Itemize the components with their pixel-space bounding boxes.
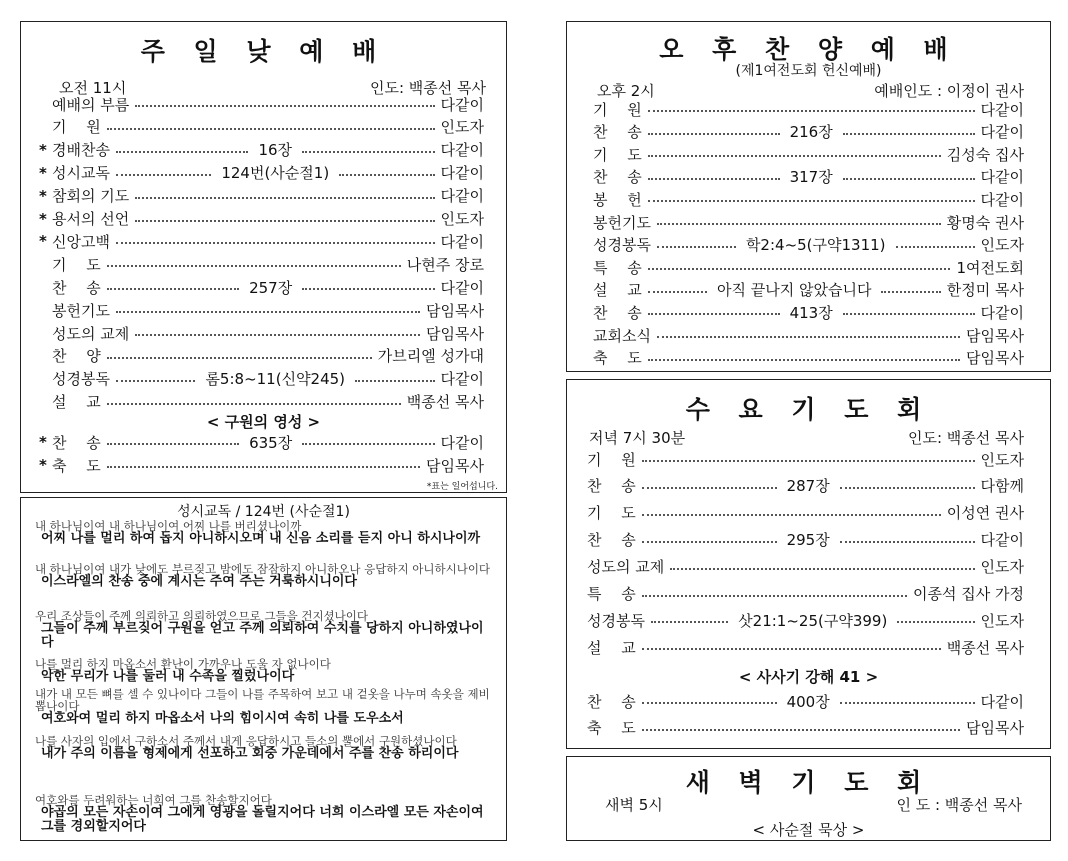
order-label: 성경봉독 bbox=[52, 370, 110, 389]
order-label: 찬 송 bbox=[587, 477, 636, 496]
leader-line: 내가 내 모든 뼈를 셀 수 있나이다 그들이 나를 주목하여 보고 내 겉옷을 나누며 속옷을 제비 뽑나이다 bbox=[35, 687, 490, 713]
order-person: 인도자 bbox=[440, 118, 484, 137]
order-detail: 216장 bbox=[789, 123, 833, 142]
order-label: 성경봉독 bbox=[587, 611, 645, 630]
dot-leader bbox=[657, 336, 960, 338]
order-label: 기 도 bbox=[593, 145, 642, 164]
dot-leader bbox=[107, 403, 401, 405]
leader-line: 나를 멀리 하지 마옵소서 환난이 가까우나 도울 자 없나이다 bbox=[35, 657, 331, 671]
order-row bbox=[587, 609, 1024, 631]
order-row bbox=[587, 717, 1024, 739]
wednesday-time: 저녁 7시 30분 bbox=[589, 429, 686, 447]
order-person: 다같이 bbox=[980, 692, 1025, 711]
dawn-leader: 인 도 : 백종선 목사 bbox=[896, 796, 1022, 814]
sunday-leader: 인도: 백종선 목사 bbox=[369, 79, 486, 97]
dot-leader bbox=[135, 197, 434, 199]
order-label: 예배의 부름 bbox=[52, 95, 130, 114]
congregation-line: 야곱의 모든 자손이여 그에게 영광을 돌릴지어다 너희 이스라엘 모든 자손이여 그를 경외할지어다 bbox=[41, 805, 484, 834]
standing-mark: * bbox=[39, 433, 47, 451]
psalm-verse bbox=[35, 735, 496, 761]
dawn-title: 새 벽 기 도 회 bbox=[685, 768, 932, 797]
congregation-line: 내가 주의 이름을 형제에게 선포하고 회중 가운데에서 주를 찬송 하리이다 bbox=[41, 746, 459, 761]
order-label: 축 도 bbox=[52, 456, 101, 475]
dot-leader bbox=[302, 151, 434, 153]
order-row bbox=[593, 188, 1024, 210]
order-label: 용서의 선언 bbox=[52, 210, 130, 228]
dot-leader bbox=[648, 133, 780, 135]
afternoon-service-box bbox=[566, 21, 1051, 372]
order-person: 다같이 bbox=[980, 303, 1025, 322]
order-label: 특 송 bbox=[593, 258, 642, 277]
order-person: 다같이 bbox=[440, 370, 484, 389]
order-person: 다같이 bbox=[440, 278, 485, 297]
order-person: 백종선 목사 bbox=[946, 638, 1024, 657]
order-person: 다같이 bbox=[440, 232, 484, 251]
leader-line: 우리 조상들이 주께 의뢰하고 의뢰하였으므로 그들을 건지셨나이다 bbox=[35, 609, 368, 623]
order-row bbox=[39, 253, 484, 275]
dot-leader bbox=[840, 487, 975, 489]
order-person: 담임목사 bbox=[966, 719, 1024, 737]
dot-leader bbox=[135, 105, 434, 107]
order-detail: 287장 bbox=[786, 477, 830, 496]
sunday-time: 오전 11시 bbox=[59, 79, 127, 97]
psalm-verse bbox=[35, 610, 496, 650]
dot-leader bbox=[642, 487, 777, 489]
dot-leader bbox=[843, 313, 975, 315]
dot-leader bbox=[107, 128, 435, 130]
order-row bbox=[39, 391, 484, 413]
dot-leader bbox=[116, 242, 435, 244]
dot-leader bbox=[648, 268, 951, 270]
dot-leader bbox=[657, 246, 736, 248]
dot-leader bbox=[339, 174, 434, 176]
order-label: 성도의 교제 bbox=[587, 558, 665, 577]
order-label: 찬 송 bbox=[593, 123, 642, 142]
dot-leader bbox=[355, 380, 434, 382]
standing-mark: * bbox=[39, 232, 47, 251]
order-person: 백종선 목사 bbox=[406, 393, 484, 412]
dot-leader bbox=[642, 729, 960, 731]
standing-mark: * bbox=[39, 163, 47, 182]
order-label: 설 교 bbox=[593, 281, 642, 300]
order-row bbox=[587, 636, 1024, 658]
sunday-title: 주 일 낮 예 배 bbox=[140, 37, 387, 66]
dot-leader bbox=[897, 621, 974, 623]
sunday-service-box bbox=[20, 21, 507, 493]
dot-leader bbox=[107, 288, 239, 290]
psalm-box bbox=[20, 497, 507, 841]
order-person: 이종석 집사 가정 bbox=[913, 585, 1024, 603]
dot-leader bbox=[648, 155, 941, 157]
order-label: 경배찬송 bbox=[52, 141, 110, 160]
dot-leader bbox=[302, 288, 434, 290]
order-row bbox=[593, 301, 1024, 323]
order-person: 인도자 bbox=[980, 611, 1025, 630]
order-row bbox=[593, 256, 1024, 278]
order-label: 기 원 bbox=[587, 450, 636, 469]
order-person: 다같이 bbox=[980, 100, 1024, 119]
sunday-sermon-title: < 구원의 영성 > bbox=[206, 413, 321, 431]
order-row bbox=[587, 690, 1024, 712]
congregation-line: 악한 무리가 나를 둘러 내 수족을 찔렀나이다 bbox=[41, 669, 295, 684]
wednesday-title: 수 요 기 도 회 bbox=[685, 395, 932, 424]
dot-leader bbox=[642, 702, 777, 704]
order-row bbox=[39, 230, 484, 252]
order-label: 성경봉독 bbox=[593, 236, 651, 255]
dot-leader bbox=[107, 443, 239, 445]
afternoon-title: 오 후 찬 양 예 배 bbox=[659, 35, 958, 64]
order-row bbox=[39, 185, 484, 207]
dot-leader bbox=[648, 178, 780, 180]
dot-leader bbox=[107, 466, 420, 468]
order-label: 기 도 bbox=[52, 255, 101, 274]
dot-leader bbox=[642, 648, 941, 650]
order-label: 성도의 교제 bbox=[52, 324, 130, 343]
dot-leader bbox=[896, 246, 975, 248]
dot-leader bbox=[135, 220, 434, 222]
standing-mark: * bbox=[39, 456, 47, 474]
order-row bbox=[593, 166, 1024, 188]
order-detail: 257장 bbox=[249, 278, 293, 297]
wednesday-sermon-title: < 사사기 강해 41 > bbox=[738, 668, 879, 686]
order-detail: 삿21:1~25(구약399) bbox=[738, 611, 888, 630]
standing-mark: * bbox=[39, 209, 47, 228]
order-label: 참회의 기도 bbox=[52, 187, 130, 206]
dot-leader bbox=[670, 568, 974, 570]
psalm-verse bbox=[35, 794, 496, 834]
order-row bbox=[587, 583, 1024, 605]
order-detail: 아직 끝나지 않았습니다 bbox=[717, 281, 872, 300]
order-row bbox=[593, 347, 1024, 369]
afternoon-time: 오후 2시 bbox=[597, 82, 655, 100]
order-row bbox=[39, 431, 484, 453]
order-label: 찬 양 bbox=[52, 347, 101, 366]
order-label: 성시교독 bbox=[52, 164, 110, 183]
psalm-verse bbox=[35, 658, 496, 684]
dot-leader bbox=[642, 514, 941, 516]
dot-leader bbox=[107, 265, 401, 267]
order-row bbox=[593, 211, 1024, 233]
order-row bbox=[593, 121, 1024, 143]
order-row bbox=[593, 234, 1024, 256]
order-label: 찬 송 bbox=[593, 168, 642, 187]
order-person: 다같이 bbox=[980, 190, 1024, 209]
order-person: 다같이 bbox=[980, 168, 1025, 187]
order-label: 설 교 bbox=[587, 638, 636, 657]
congregation-line: 여호와여 멀리 하지 마옵소서 나의 힘이시여 속히 나를 도우소서 bbox=[41, 711, 404, 726]
order-person: 다함께 bbox=[980, 477, 1025, 496]
order-person: 김성숙 집사 bbox=[946, 145, 1024, 164]
afternoon-leader: 예배인도 : 이정이 권사 bbox=[874, 82, 1024, 100]
dot-leader bbox=[648, 313, 780, 315]
dot-leader bbox=[648, 110, 975, 112]
order-person: 황명숙 권사 bbox=[946, 213, 1024, 232]
order-row bbox=[39, 454, 484, 476]
order-person: 담임목사 bbox=[966, 349, 1024, 368]
order-person: 다같이 bbox=[440, 95, 484, 114]
order-person: 다같이 bbox=[440, 141, 484, 160]
order-row bbox=[39, 322, 484, 344]
order-row bbox=[587, 475, 1024, 497]
psalm-verse bbox=[35, 563, 496, 589]
congregation-line: 그들이 주께 부르짖어 구원을 얻고 주께 의뢰하여 수치를 당하지 아니하였나이다 bbox=[41, 621, 484, 650]
standing-mark: * bbox=[39, 140, 47, 159]
dot-leader bbox=[116, 151, 248, 153]
dot-leader bbox=[657, 223, 941, 225]
order-person: 한정미 목사 bbox=[946, 281, 1024, 300]
psalm-verse bbox=[35, 520, 496, 546]
order-row bbox=[587, 448, 1024, 470]
order-label: 특 송 bbox=[587, 585, 636, 603]
afternoon-subtitle: (제1여전도회 헌신예배) bbox=[735, 63, 882, 79]
order-person: 인도자 bbox=[980, 450, 1024, 469]
order-person: 1여전도회 bbox=[956, 258, 1024, 277]
order-row bbox=[593, 324, 1024, 346]
order-row bbox=[593, 143, 1024, 165]
order-person: 이성연 권사 bbox=[946, 504, 1024, 523]
leader-line: 내 하나님이여 내 하나님이여 어찌 나를 버리셨나이까 bbox=[35, 519, 302, 533]
dot-leader bbox=[881, 291, 940, 293]
order-row bbox=[39, 93, 484, 115]
order-row bbox=[39, 162, 484, 184]
dot-leader bbox=[651, 621, 728, 623]
order-row bbox=[39, 116, 484, 138]
order-detail: 학2:4~5(구약1311) bbox=[745, 236, 886, 255]
order-label: 찬 송 bbox=[587, 692, 636, 711]
order-label: 기 원 bbox=[593, 100, 642, 119]
order-row bbox=[39, 139, 484, 161]
order-label: 찬 송 bbox=[52, 433, 101, 452]
dot-leader bbox=[648, 359, 960, 361]
dot-leader bbox=[642, 460, 975, 462]
order-detail: 635장 bbox=[249, 433, 293, 452]
leader-line: 나를 사자의 입에서 구하소서 주께서 내게 응답하시고 들소의 뿔에서 구원하셨나이다 bbox=[35, 734, 457, 748]
order-label: 찬 송 bbox=[52, 278, 101, 297]
dot-leader bbox=[843, 178, 975, 180]
leader-line: 내 하나님이여 내가 낮에도 부르짖고 밤에도 잠잠하지 아니하오나 응답하지 아니하시나이다 bbox=[35, 562, 491, 576]
order-label: 축 도 bbox=[587, 719, 636, 737]
congregation-line: 이스라엘의 찬송 중에 계시는 주여 주는 거룩하시니이다 bbox=[41, 574, 357, 589]
dot-leader bbox=[135, 334, 420, 336]
dot-leader bbox=[648, 291, 707, 293]
dot-leader bbox=[648, 200, 975, 202]
order-label: 신앙고백 bbox=[52, 232, 110, 251]
dot-leader bbox=[302, 443, 434, 445]
order-person: 인도자 bbox=[980, 558, 1024, 577]
order-label: 기 원 bbox=[52, 118, 101, 137]
congregation-line: 어찌 나를 멀리 하여 돕지 아니하시오며 내 신음 소리를 듣지 아니 하시나이까 bbox=[41, 531, 481, 546]
order-row bbox=[39, 276, 484, 298]
order-label: 봉헌기도 bbox=[593, 213, 651, 232]
psalm-title: 성시교독 / 124번 (사순절1) bbox=[177, 504, 350, 520]
order-person: 인도자 bbox=[980, 236, 1024, 255]
order-detail: 295장 bbox=[786, 531, 830, 550]
order-person: 담임목사 bbox=[966, 326, 1024, 345]
order-label: 축 도 bbox=[593, 349, 642, 368]
order-row bbox=[587, 556, 1024, 578]
dot-leader bbox=[116, 380, 195, 382]
order-detail: 400장 bbox=[786, 692, 830, 711]
order-row bbox=[593, 98, 1024, 120]
order-detail: 롬5:8~11(신약245) bbox=[205, 370, 346, 389]
order-detail: 124번(사순절1) bbox=[221, 164, 330, 183]
wednesday-leader: 인도: 백종선 목사 bbox=[907, 429, 1024, 447]
leader-line: 여호와를 두려워하는 너희여 그를 찬송할지어다 bbox=[35, 793, 272, 807]
order-row bbox=[39, 345, 484, 367]
order-row bbox=[593, 279, 1024, 301]
order-label: 기 도 bbox=[587, 504, 636, 523]
order-person: 다같이 bbox=[980, 531, 1025, 550]
dot-leader bbox=[116, 311, 420, 313]
psalm-verse bbox=[35, 688, 496, 726]
order-label: 찬 송 bbox=[593, 303, 642, 322]
order-label: 교회소식 bbox=[593, 326, 651, 345]
order-row bbox=[587, 502, 1024, 524]
order-label: 봉헌기도 bbox=[52, 301, 110, 320]
dot-leader bbox=[642, 595, 907, 597]
order-label: 설 교 bbox=[52, 393, 101, 412]
dot-leader bbox=[642, 541, 777, 543]
order-person: 다같이 bbox=[440, 164, 485, 183]
order-row bbox=[39, 368, 484, 390]
dot-leader bbox=[840, 541, 975, 543]
order-person: 담임목사 bbox=[426, 456, 484, 475]
dawn-theme: < 사순절 묵상 > bbox=[752, 821, 865, 839]
standing-note: *표는 일어섭니다. bbox=[426, 482, 498, 492]
order-person: 다같이 bbox=[440, 433, 485, 452]
order-person: 다같이 bbox=[440, 187, 484, 206]
order-person: 다같이 bbox=[980, 123, 1025, 142]
order-detail: 317장 bbox=[789, 168, 833, 187]
order-person: 인도자 bbox=[440, 210, 484, 228]
order-person: 담임목사 bbox=[426, 324, 484, 343]
order-row bbox=[587, 529, 1024, 551]
order-row bbox=[39, 208, 484, 230]
order-person: 가브리엘 성가대 bbox=[377, 347, 484, 366]
dawn-service-box bbox=[566, 756, 1051, 841]
order-label: 찬 송 bbox=[587, 531, 636, 550]
dawn-time: 새벽 5시 bbox=[605, 796, 663, 814]
dot-leader bbox=[843, 133, 975, 135]
order-detail: 413장 bbox=[789, 303, 833, 322]
dot-leader bbox=[107, 357, 372, 359]
dot-leader bbox=[116, 174, 211, 176]
order-person: 담임목사 bbox=[426, 301, 484, 320]
wednesday-service-box bbox=[566, 379, 1051, 749]
dot-leader bbox=[840, 702, 975, 704]
order-person: 나현주 장로 bbox=[406, 255, 484, 274]
order-row bbox=[39, 299, 484, 321]
standing-mark: * bbox=[39, 186, 47, 205]
order-detail: 16장 bbox=[258, 141, 293, 160]
order-label: 봉 헌 bbox=[593, 190, 642, 209]
